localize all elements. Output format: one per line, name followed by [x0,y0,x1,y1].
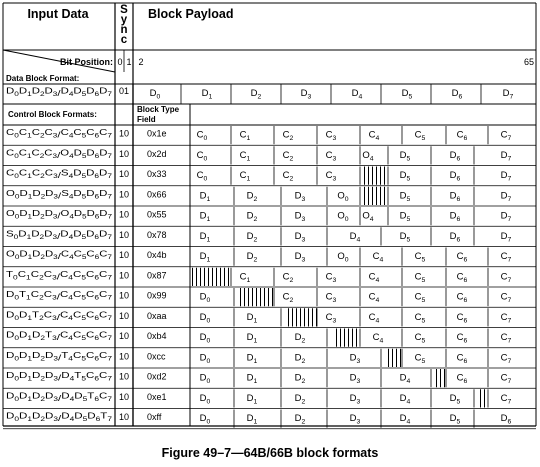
control-cell: $C_5$ [414,352,426,365]
hatched-field [334,329,360,347]
control-cell: $C_6$ [456,311,468,325]
control-cell: $D_1$ [199,230,211,244]
data-row-input: D $_0$D $_1$D $_2$D $_3$/D $_4$D $_5$D $_6$D $_7$ [6,85,111,98]
control-row-sync: 10 [118,412,130,422]
control-cell: $C_7$ [500,129,512,142]
data-cell: $D_2$ [250,88,262,101]
data-cell: $D_4$ [351,88,363,101]
control-cell: $C_4$ [368,129,380,142]
control-row-input: C $_0$C $_1$C $_2$C $_3$/O $_4$D $_5$D $_6$D $_7$ [6,147,111,160]
control-cell: $C_0$ [196,170,208,183]
control-row-sync: 10 [118,270,130,281]
control-cell: $D_4$ [399,392,411,406]
control-cell: $C_0$ [196,129,208,142]
control-cell: $C_3$ [325,291,337,304]
control-row [6,349,512,367]
control-cell: $C_7$ [500,311,512,325]
control-cell: $C_1$ [239,271,251,284]
control-cell: $D_7$ [500,210,512,223]
control-row [6,268,512,286]
bit-position-1: 1 [126,57,132,67]
control-cell: $D_0$ [199,311,211,325]
control-cell: $D_4$ [399,372,411,385]
bit-position-0: 0 [117,57,123,67]
control-cell: $D_3$ [294,251,306,264]
control-cell: $D_4$ [399,413,411,426]
control-cell: $C_2$ [282,170,294,183]
control-cell: $D_1$ [199,251,211,264]
control-cell: $C_5$ [414,291,426,304]
data-block-format-label: Data Block Format: [6,74,80,83]
control-cell: $D_7$ [500,170,512,183]
control-row [6,249,512,264]
control-row-input: O $_0$D $_1$D $_2$D $_3$/C $_4$C $_5$C $_6$C $_7$ [6,248,111,261]
control-row [6,389,512,407]
control-cell: $C_4$ [368,291,380,304]
block-type-value: 0x1e [147,128,167,139]
sync-letter-n: n [120,24,128,36]
sync-letter-c: c [120,34,128,46]
control-cell: $C_4$ [372,332,384,345]
control-row [6,369,512,387]
control-row-input: D $_0$D $_1$D $_2$D $_3$/T $_4$C $_5$C $_6$C $_7$ [6,349,111,363]
control-cell: $C_1$ [239,129,251,142]
control-row-sync: 10 [118,290,130,301]
control-cell: $O_4$ [362,149,374,163]
control-cell: $D_5$ [399,170,411,183]
control-cell: $O_4$ [362,210,374,223]
data-block-row [6,86,514,101]
control-row-sync: 10 [118,391,130,402]
control-cell: $D_5$ [449,392,461,406]
block-type-value: 0x2d [147,148,167,159]
hatched-field [478,389,488,407]
control-cell: $D_3$ [294,210,306,223]
hatched-field [386,349,402,367]
control-cell: $D_0$ [199,332,211,345]
control-row [6,127,512,142]
control-cell: $C_7$ [500,291,512,304]
hatched-field [364,187,388,205]
control-cell: $D_2$ [294,352,306,365]
control-cell: $C_5$ [414,332,426,345]
hatched-field [434,369,446,387]
sync-letter-s: S [120,4,128,16]
control-cell: $D_4$ [349,230,361,244]
input-data-header: Input Data [27,7,89,21]
control-cell: $D_6$ [449,190,461,203]
control-row [6,288,512,306]
sync-letter-y: y [120,14,128,26]
control-cell: $D_0$ [199,291,211,304]
control-cell: $C_7$ [500,332,512,345]
control-cell: $C_6$ [456,251,468,264]
block-type-value: 0xcc [147,351,166,362]
control-cell: $D_3$ [349,392,361,406]
control-cell: $C_4$ [368,271,380,284]
control-cell: $C_4$ [368,311,380,325]
control-cell: $D_0$ [199,352,211,365]
data-cell: $D_1$ [201,88,213,101]
block-type-value: 0xff [147,412,162,422]
control-cell: $D_6$ [500,413,512,426]
control-cell: $C_3$ [325,170,337,183]
control-cell: $D_6$ [449,210,461,223]
control-cell: $O_0$ [337,251,349,264]
block-type-value: 0x33 [147,169,167,179]
control-cell: $D_6$ [449,170,461,183]
control-row-sync: 10 [118,331,130,341]
control-row-sync: 10 [118,310,130,321]
control-cell: $C_3$ [325,311,337,325]
control-cell: $D_5$ [399,190,411,203]
control-row-sync: 10 [118,209,130,220]
control-cell: $C_7$ [500,271,512,284]
control-cell: $D_1$ [246,372,258,385]
block-type-value: 0xe1 [147,391,167,402]
control-cell: $C_6$ [456,129,468,142]
control-cell: $D_6$ [449,230,461,244]
sync-header [120,4,128,46]
control-cell: $C_7$ [500,251,512,264]
control-cell: $D_0$ [199,413,211,426]
control-row-input: O $_0$D $_1$D $_2$D $_3$/O $_4$D $_5$D $_6$D $_7$ [6,208,111,221]
control-cell: $C_3$ [325,129,337,142]
control-row-sync: 10 [118,250,130,260]
hatched-field [364,167,388,185]
control-row-sync: 10 [118,148,130,159]
hatched-field [190,268,231,286]
control-row-input: C $_0$C $_1$C $_2$C $_3$/C $_4$C $_5$C $_6$C $_7$ [6,127,111,140]
block-rows [6,86,514,426]
data-cell: $D_5$ [401,88,413,101]
control-row-sync: 10 [118,169,130,179]
control-row-input: D $_0$D $_1$D $_2$D $_3$/D $_4$D $_5$D $_6$T $_7$ [6,410,111,423]
control-row-input: D $_0$D $_1$D $_2$D $_3$/D $_4$D $_5$T $_6$C $_7$ [6,390,111,403]
control-cell: $D_7$ [500,230,512,244]
control-cell: $C_0$ [196,149,208,163]
control-block-formats-label: Control Block Formats: [8,110,97,119]
control-row [6,329,512,347]
block-type-value: 0x78 [147,229,167,240]
block-type-value: 0xb4 [147,331,167,341]
control-row [6,228,512,243]
control-cell: $D_2$ [246,190,258,203]
control-cell: $D_5$ [399,230,411,244]
block-type-value: 0x55 [147,209,167,220]
control-cell: $C_6$ [456,271,468,284]
control-cell: $D_5$ [449,413,461,426]
control-cell: $C_3$ [325,271,337,284]
control-cell: $D_1$ [199,210,211,223]
control-row [6,147,512,162]
control-row-sync: 10 [118,128,130,139]
control-cell: $C_5$ [414,271,426,284]
control-cell: $D_3$ [349,352,361,365]
control-cell: $D_3$ [349,413,361,426]
control-row-sync: 10 [118,371,130,382]
block-type-field-label-2: Field [137,115,156,124]
control-cell: $D_5$ [399,149,411,163]
control-cell: $D_2$ [294,413,306,426]
control-cell: $D_2$ [294,392,306,406]
data-cell: $D_0$ [149,88,161,101]
control-row-input: S $_0$D $_1$D $_2$D $_3$/D $_4$D $_5$D $_6$D $_7$ [6,228,111,241]
control-cell: $D_2$ [246,251,258,264]
block-type-value: 0x99 [147,290,167,301]
control-cell: $D_1$ [246,352,258,365]
bit-position-2: 2 [138,57,144,67]
control-cell: $C_3$ [325,149,337,163]
control-cell: $D_1$ [246,311,258,325]
control-cell: $D_5$ [399,210,411,223]
control-cell: $D_7$ [500,190,512,203]
control-cell: $D_1$ [246,413,258,426]
control-cell: $D_2$ [246,210,258,223]
data-cell: $D_6$ [451,88,463,101]
control-cell: $C_5$ [414,251,426,264]
control-row [6,308,512,326]
control-cell: $C_4$ [372,251,384,264]
control-cell: $C_2$ [282,291,294,304]
control-row [6,208,512,223]
bit-position-label: Bit Position: [60,57,113,67]
control-cell: $D_2$ [246,230,258,244]
control-row-sync: 10 [118,189,130,200]
control-cell: $C_6$ [456,291,468,304]
control-cell: $C_6$ [456,352,468,365]
block-type-value: 0x87 [147,270,167,281]
control-cell: $O_0$ [337,190,349,203]
control-cell: $D_3$ [294,230,306,244]
block-type-value: 0x4b [147,250,167,260]
control-cell: $C_5$ [414,311,426,325]
block-payload-header: Block Payload [148,7,234,21]
control-row-sync: 10 [118,229,130,240]
control-row [6,187,512,205]
control-cell: $O_0$ [337,210,349,223]
control-cell: $C_2$ [282,149,294,163]
control-row-input: D $_0$D $_1$D $_2$T $_3$/C $_4$C $_5$C $_6$C $_7$ [6,329,111,342]
data-row-sync: 01 [118,86,130,96]
hatched-field [238,288,274,306]
control-cell: $C_6$ [456,372,468,385]
control-cell: $C_2$ [282,129,294,142]
control-cell: $D_6$ [449,149,461,163]
data-cell: $D_3$ [300,88,312,101]
control-row-sync: 10 [118,351,130,362]
control-cell: $C_7$ [500,372,512,385]
control-cell: $D_1$ [246,332,258,345]
control-row-input: C $_0$C $_1$C $_2$C $_3$/S $_4$D $_5$D $_6$D $_7$ [6,167,111,180]
control-row-input: D $_0$D $_1$T $_2$C $_3$/C $_4$C $_5$C $_6$C $_7$ [6,309,111,322]
control-cell: $D_7$ [500,149,512,163]
control-row-input: O $_0$D $_1$D $_2$D $_3$/S $_4$D $_5$D $_6$D $_7$ [6,187,111,201]
control-cell: $C_5$ [414,129,426,142]
control-cell: $C_6$ [456,332,468,345]
control-cell: $D_3$ [349,372,361,385]
control-cell: $C_7$ [500,392,512,406]
control-cell: $C_7$ [500,352,512,365]
hatched-field [285,308,317,326]
control-cell: $D_0$ [199,372,211,385]
control-row [6,167,512,185]
data-cell: $D_7$ [502,88,514,101]
control-row-input: D $_0$T $_1$C $_2$C $_3$/C $_4$C $_5$C $_6$C $_7$ [6,289,111,302]
control-cell: $D_3$ [294,190,306,203]
control-cell: $C_2$ [282,271,294,284]
control-row-input: T $_0$C $_1$C $_2$C $_3$/C $_4$C $_5$C $_6$C $_7$ [6,268,111,282]
control-cell: $D_2$ [294,332,306,345]
figure-caption: Figure 49–7—64B/66B block formats [161,446,379,460]
control-row [6,411,512,426]
block-type-value: 0x66 [147,189,167,200]
control-cell: $C_1$ [239,170,251,183]
control-cell: $D_1$ [199,190,211,203]
bit-position-65: 65 [523,57,535,67]
block-type-value: 0xaa [147,310,167,321]
block-type-field-label-1: Block Type [137,105,180,114]
block-type-value: 0xd2 [147,371,167,382]
control-cell: $C_1$ [239,149,251,163]
control-cell: $D_0$ [199,392,211,406]
control-cell: $D_1$ [246,392,258,406]
control-row-input: D $_0$D $_1$D $_2$D $_3$/D $_4$T $_5$C $_6$C $_7$ [6,370,111,383]
control-cell: $D_2$ [294,372,306,385]
